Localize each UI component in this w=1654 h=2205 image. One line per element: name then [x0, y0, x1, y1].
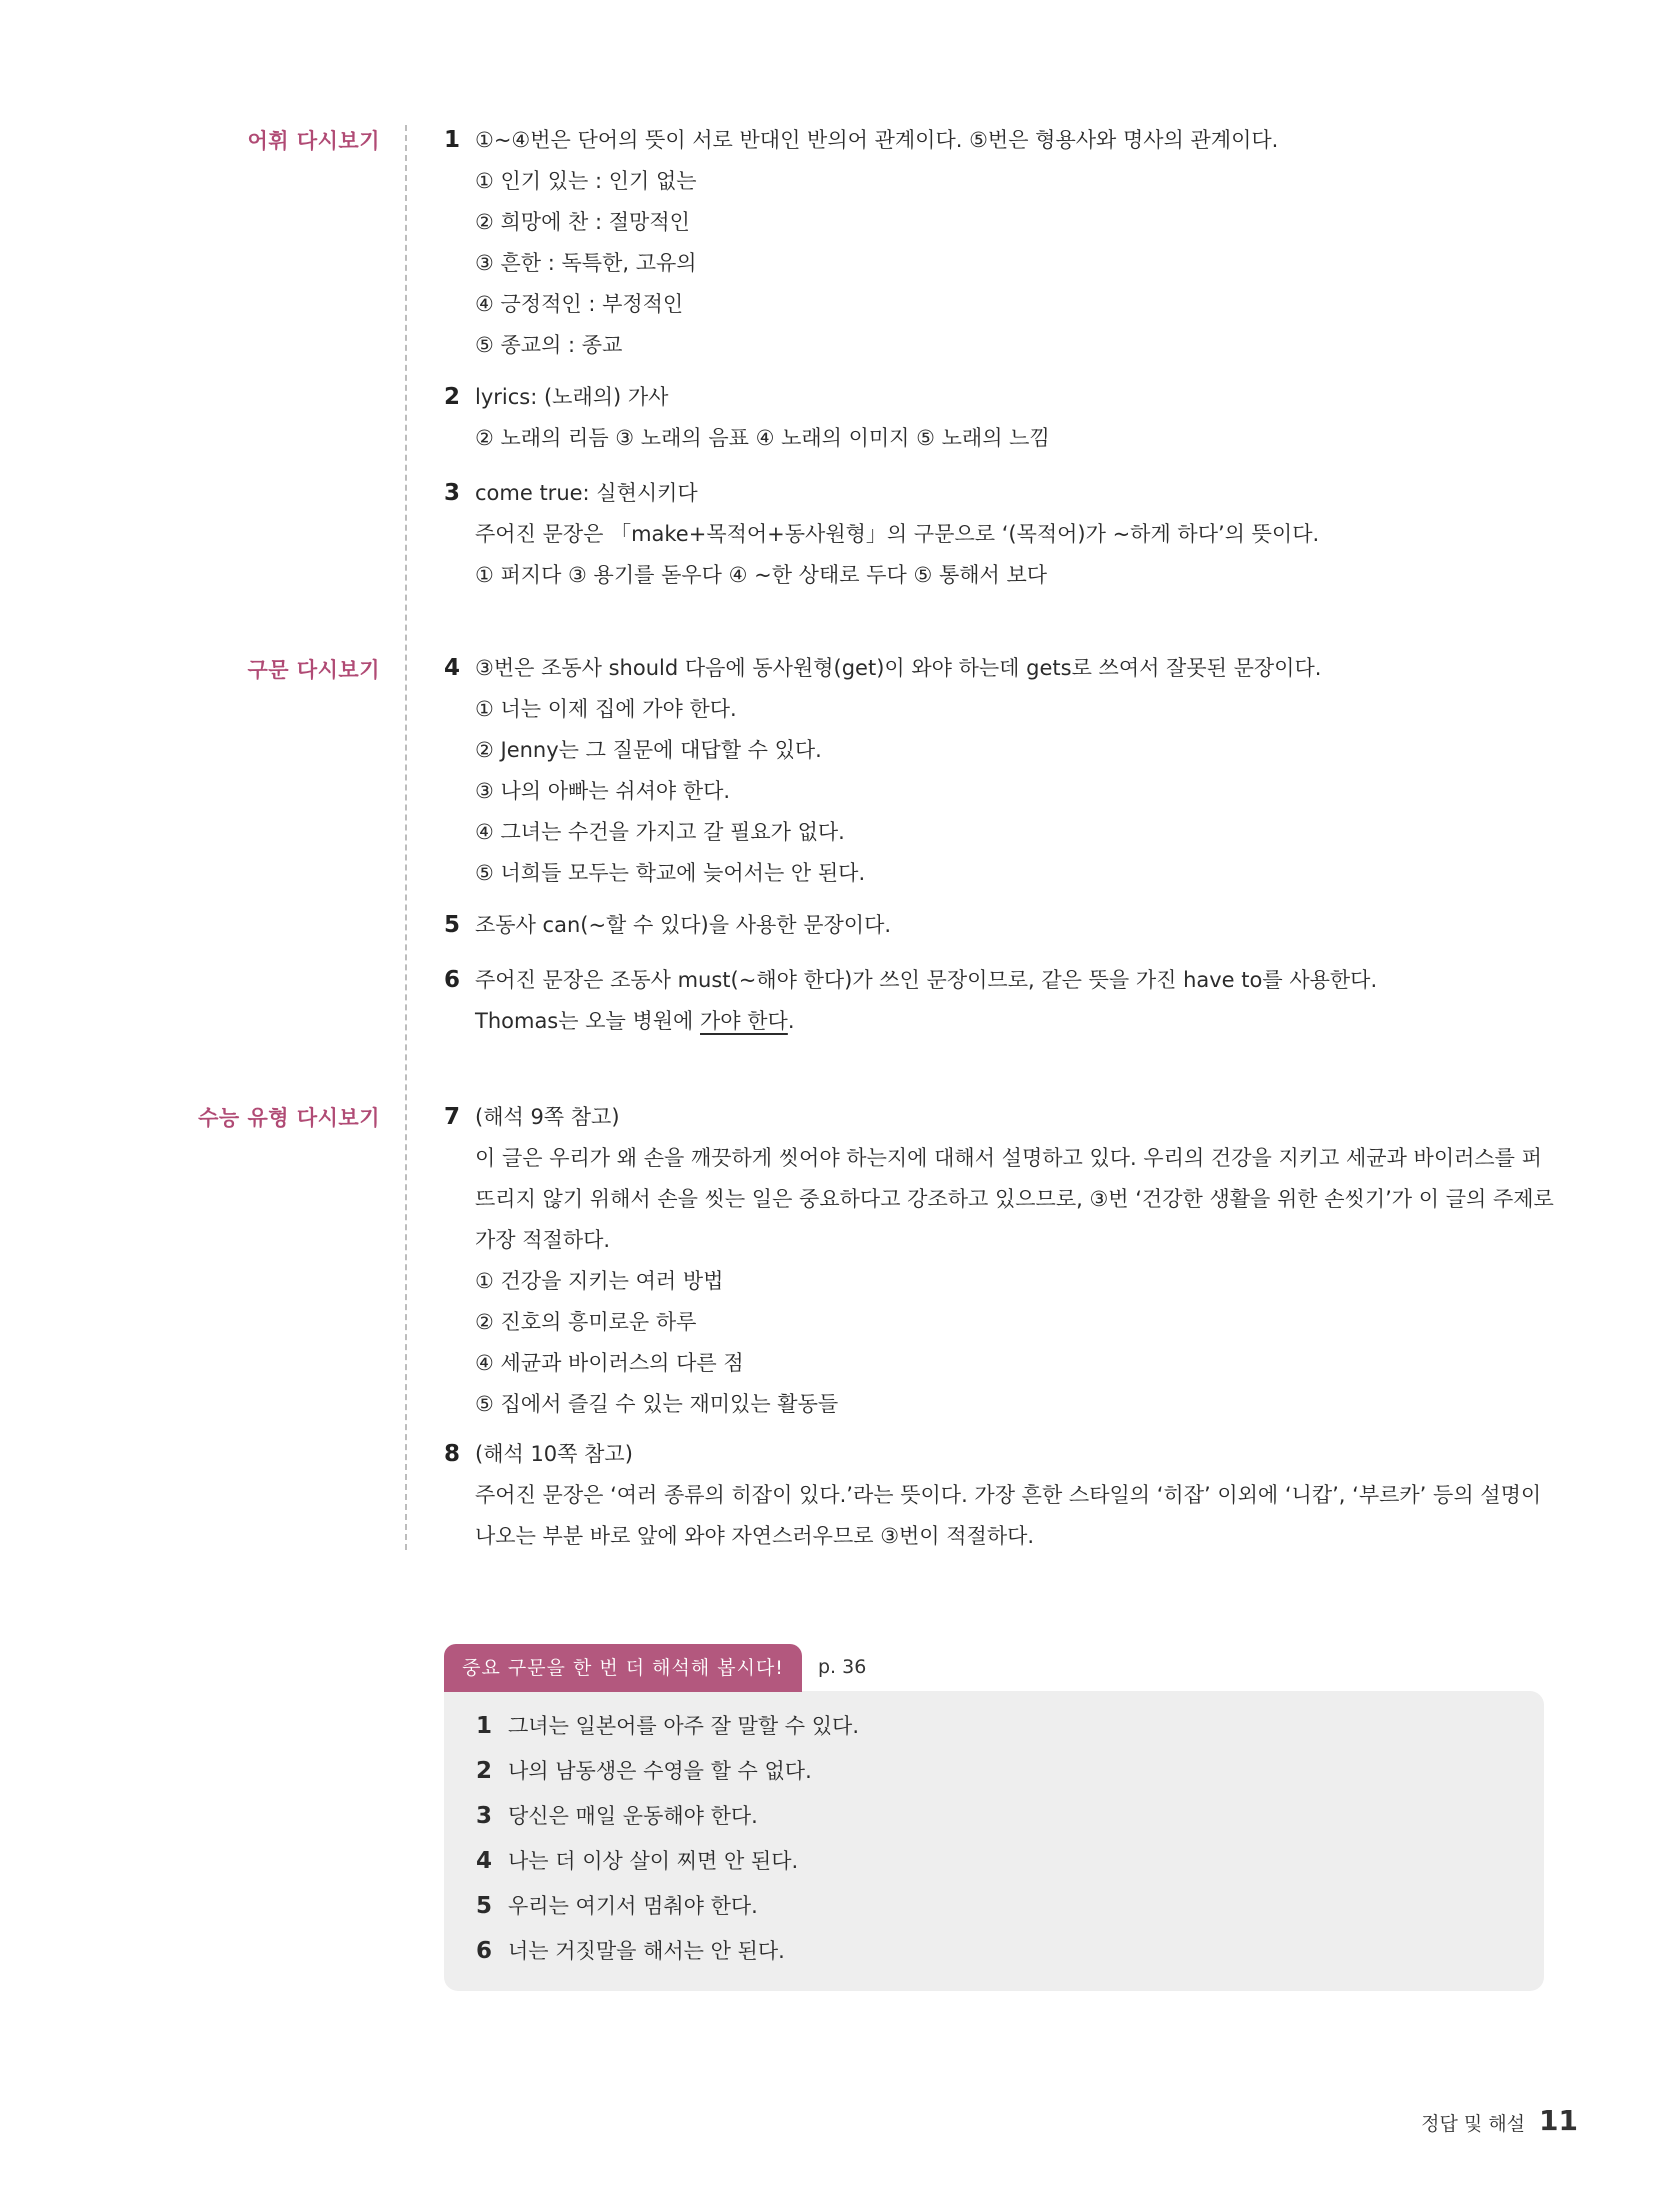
question-3: [444, 473, 1564, 596]
item-number: 3: [476, 1803, 493, 1829]
question-number: 7: [444, 1104, 461, 1130]
sentence-text: Thomas는 오늘 병원에: [475, 1009, 700, 1033]
question-number: 8: [444, 1441, 461, 1467]
choice-item: ① 너는 이제 집에 가야 한다.: [475, 697, 737, 721]
question-text: ③번은 조동사 should 다음에 동사원형(get)이 와야 하는데 gets로 쓰여서 잘못된 문장이다.: [475, 656, 1322, 680]
choice-item: ② 희망에 찬 : 절망적인: [475, 210, 690, 234]
choice-item: ② 진호의 흥미로운 하루: [475, 1310, 697, 1334]
example-sentence: [444, 1001, 1564, 1042]
choice-item: ⑤ 종교의 : 종교: [475, 333, 623, 357]
choice-item: ③ 흔한 : 독특한, 고유의: [475, 251, 697, 275]
item-number: 1: [476, 1713, 493, 1739]
choice-item: ⑤ 집에서 즐길 수 있는 재미있는 활동들: [475, 1392, 839, 1416]
question-6: [444, 960, 1564, 1042]
question-number: 2: [444, 384, 461, 410]
explanation-paragraph: 이 글은 우리가 왜 손을 깨끗하게 씻어야 하는지에 대해서 설명하고 있다. 우리의 건강을 지키고 세균과 바이러스를 퍼뜨리지 않기 위해서 손을 씻는 일은 중요하다고 강조하고 있으므로, ③번 ‘건강한 생활을 위한 손씻기’가 이 글의 주제로 가장 적절하다.: [475, 1146, 1554, 1252]
choice-item: ② 노래의 리듬 ③ 노래의 음표 ④ 노래의 이미지 ⑤ 노래의 느낌: [475, 426, 1050, 450]
section-label-syntax: 구문 다시보기: [247, 658, 380, 682]
question-4: [444, 648, 1564, 894]
question-number: 4: [444, 655, 461, 681]
item-number: 2: [476, 1758, 493, 1784]
choice-item: ④ 긍정적인 : 부정적인: [475, 292, 684, 316]
question-number: 6: [444, 967, 461, 993]
choice-item: ⑤ 너희들 모두는 학교에 늦어서는 안 된다.: [475, 861, 866, 885]
question-5: [444, 905, 1564, 946]
item-text: 우리는 여기서 멈춰야 한다.: [508, 1894, 758, 1918]
explanation-line: 주어진 문장은 「make+목적어+동사원형」의 구문으로 ‘(목적어)가 ~하게 하다’의 뜻이다.: [475, 522, 1320, 546]
item-text: 나는 더 이상 살이 찌면 안 된다.: [508, 1849, 799, 1873]
question-text: ①~④번은 단어의 뜻이 서로 반대인 반의어 관계이다. ⑤번은 형용사와 명사의 관계이다.: [475, 128, 1279, 152]
section-divider: [405, 125, 407, 1550]
list-item: [476, 1884, 859, 1929]
question-text: (해석 10쪽 참고): [475, 1442, 633, 1466]
question-7: [444, 1097, 1564, 1425]
choice-item: ② Jenny는 그 질문에 대답할 수 있다.: [475, 738, 822, 762]
question-number: 1: [444, 127, 461, 153]
item-number: 6: [476, 1938, 493, 1964]
question-8: [444, 1434, 1564, 1557]
choice-item: ① 건강을 지키는 여러 방법: [475, 1269, 724, 1293]
question-text: 주어진 문장은 조동사 must(~해야 한다)가 쓰인 문장이므로, 같은 뜻을 가진 have to를 사용한다.: [475, 968, 1378, 992]
sentence-end: .: [787, 1009, 795, 1033]
list-item: [476, 1929, 859, 1974]
list-item: [476, 1749, 859, 1794]
choice-item: ④ 세균과 바이러스의 다른 점: [475, 1351, 744, 1375]
choice-item: ④ 그녀는 수건을 가지고 갈 필요가 없다.: [475, 820, 845, 844]
explanation-paragraph: 주어진 문장은 ‘여러 종류의 히잡이 있다.’라는 뜻이다. 가장 흔한 스타일의 ‘히잡’ 이외에 ‘니캅’, ‘부르카’ 등의 설명이 나오는 부분 바로 앞에 와야 자연스러우므로 ③번이 적절하다.: [475, 1483, 1542, 1548]
list-item: [476, 1704, 859, 1749]
item-text: 너는 거짓말을 해서는 안 된다.: [508, 1939, 785, 1963]
question-text: 조동사 can(~할 수 있다)을 사용한 문장이다.: [475, 913, 892, 937]
section-label-vocab: 어휘 다시보기: [247, 129, 380, 153]
review-box-list: [476, 1704, 859, 1974]
question-2: [444, 377, 1564, 459]
item-text: 당신은 매일 운동해야 한다.: [508, 1804, 758, 1828]
item-number: 4: [476, 1848, 493, 1874]
list-item: [476, 1839, 859, 1884]
page-footer: [1421, 2104, 1578, 2137]
question-text: lyrics: (노래의) 가사: [475, 385, 669, 409]
question-number: 3: [444, 480, 461, 506]
footer-label: 정답 및 해설: [1421, 2113, 1526, 2135]
question-1: [444, 120, 1564, 366]
question-text: (해석 9쪽 참고): [475, 1105, 620, 1129]
choice-item: ① 퍼지다 ③ 용기를 돋우다 ④ ~한 상태로 두다 ⑤ 통해서 보다: [475, 563, 1048, 587]
list-item: [476, 1794, 859, 1839]
choice-item: ③ 나의 아빠는 쉬셔야 한다.: [475, 779, 731, 803]
review-box-title: 중요 구문을 한 번 더 해석해 봅시다!: [444, 1644, 802, 1692]
section-label-csat: 수능 유형 다시보기: [198, 1106, 380, 1130]
item-number: 5: [476, 1893, 493, 1919]
underlined-answer: 가야 한다: [700, 1009, 788, 1033]
question-number: 5: [444, 912, 461, 938]
item-text: 나의 남동생은 수영을 할 수 없다.: [508, 1759, 812, 1783]
item-text: 그녀는 일본어를 아주 잘 말할 수 있다.: [508, 1714, 860, 1738]
page-number: 11: [1539, 2104, 1578, 2137]
choice-item: ① 인기 있는 : 인기 없는: [475, 169, 697, 193]
review-box-page-ref: p. 36: [818, 1656, 867, 1678]
question-text: come true: 실현시키다: [475, 481, 698, 505]
